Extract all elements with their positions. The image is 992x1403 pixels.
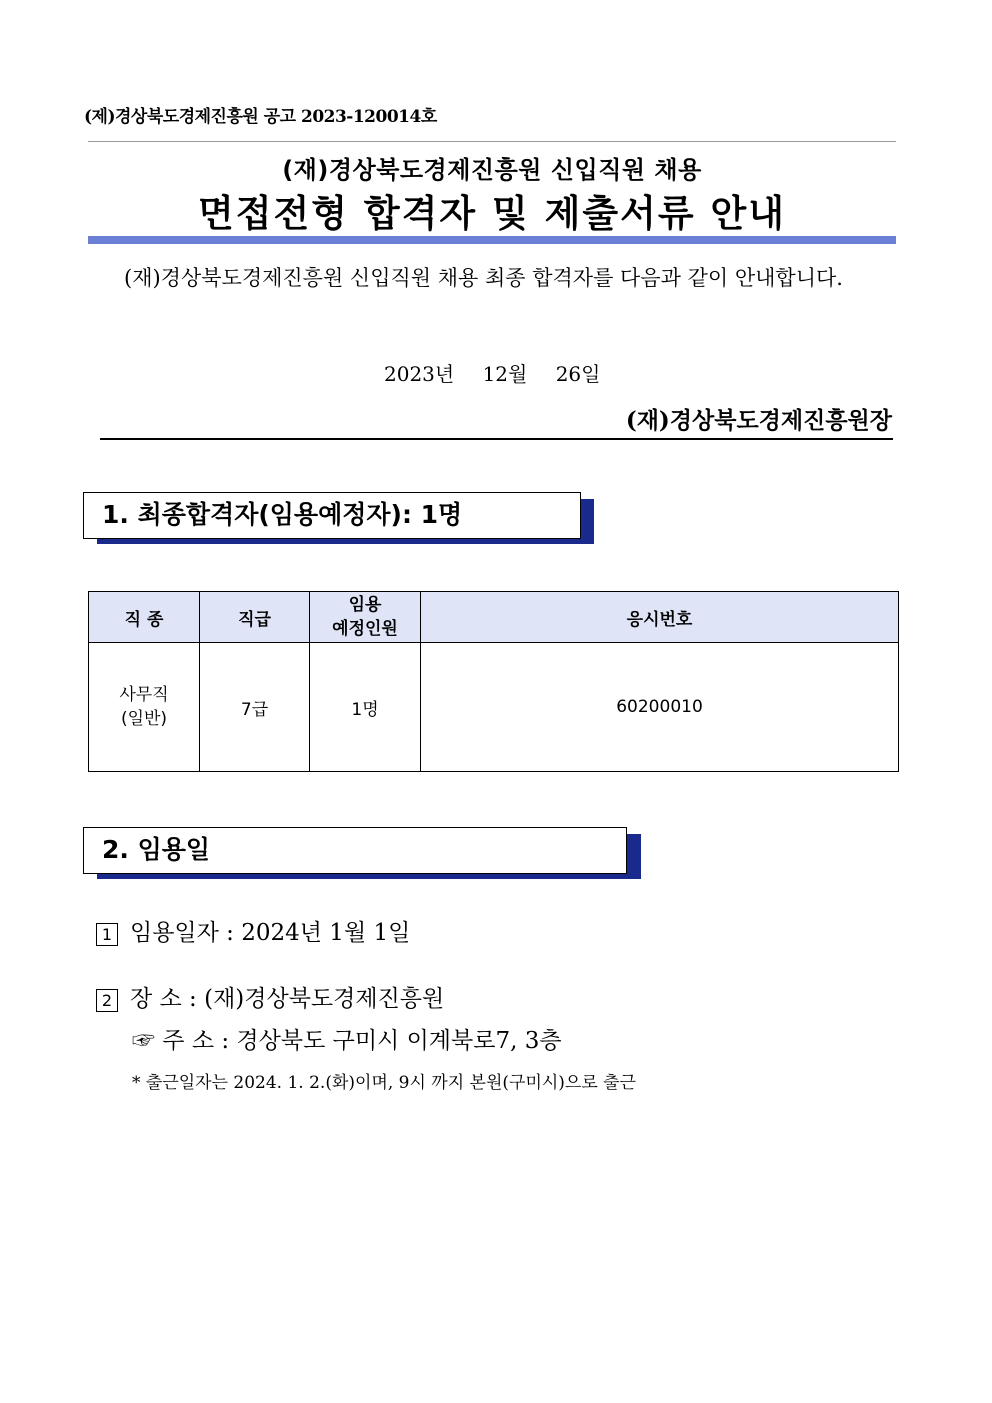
header-planned-count-line2: 예정인원 (332, 619, 398, 639)
cell-job-type (89, 643, 200, 772)
title-underline-bar (88, 236, 896, 244)
header-planned-count (310, 592, 421, 643)
main-title: 면접전형 합격자 및 제출서류 안내 (198, 192, 786, 235)
header-grade: 직급 (200, 592, 310, 643)
final-candidates-table (88, 591, 899, 772)
appointment-date-text: 임용일자 : 2024년 1월 1일 (130, 920, 411, 946)
sub-title: (재)경상북도경제진흥원 신입직원 채용 (282, 156, 702, 184)
section1-heading: 1. 최종합격자(임용예정자): 1명 (83, 492, 581, 539)
cell-job-type-line2: (일반) (120, 709, 168, 729)
cell-applicant-number: 60200010 (421, 643, 899, 772)
address-line: ☞ 주 소 : 경상북도 구미시 이계북로7, 3층 (132, 1028, 562, 1054)
header-applicant-number: 응시번호 (421, 592, 899, 643)
notice-number: (제)경상북도경제진흥원 공고 2023-120014호 (84, 107, 437, 127)
location-text: 장 소 : (재)경상북도경제진흥원 (130, 986, 445, 1012)
signature-divider (100, 438, 893, 440)
cell-count: 1명 (310, 643, 421, 772)
header-job-type: 직 종 (89, 592, 200, 643)
cell-job-type-line1: 사무직 (119, 685, 169, 705)
intro-paragraph: (재)경상북도경제진흥원 신입직원 채용 최종 합격자를 다음과 같이 안내합니다. (124, 266, 843, 290)
cell-grade: 7급 (200, 643, 310, 772)
issuer-name: (재)경상북도경제진흥원장 (625, 407, 892, 434)
item-number-box: 2 (96, 989, 118, 1012)
header-planned-count-line1: 임용 (348, 595, 382, 615)
appointment-date-item (96, 914, 410, 947)
top-divider (88, 141, 896, 142)
announcement-date: 2023년 12월 26일 (384, 362, 601, 386)
section2-heading: 2. 임용일 (83, 827, 627, 874)
item-number-box: 1 (96, 923, 118, 946)
table-row (89, 643, 899, 772)
start-date-footnote: * 출근일자는 2024. 1. 2.(화)이며, 9시 까지 본원(구미시)으로 출근 (132, 1073, 637, 1093)
table-header-row (89, 592, 899, 643)
location-item (96, 980, 444, 1013)
